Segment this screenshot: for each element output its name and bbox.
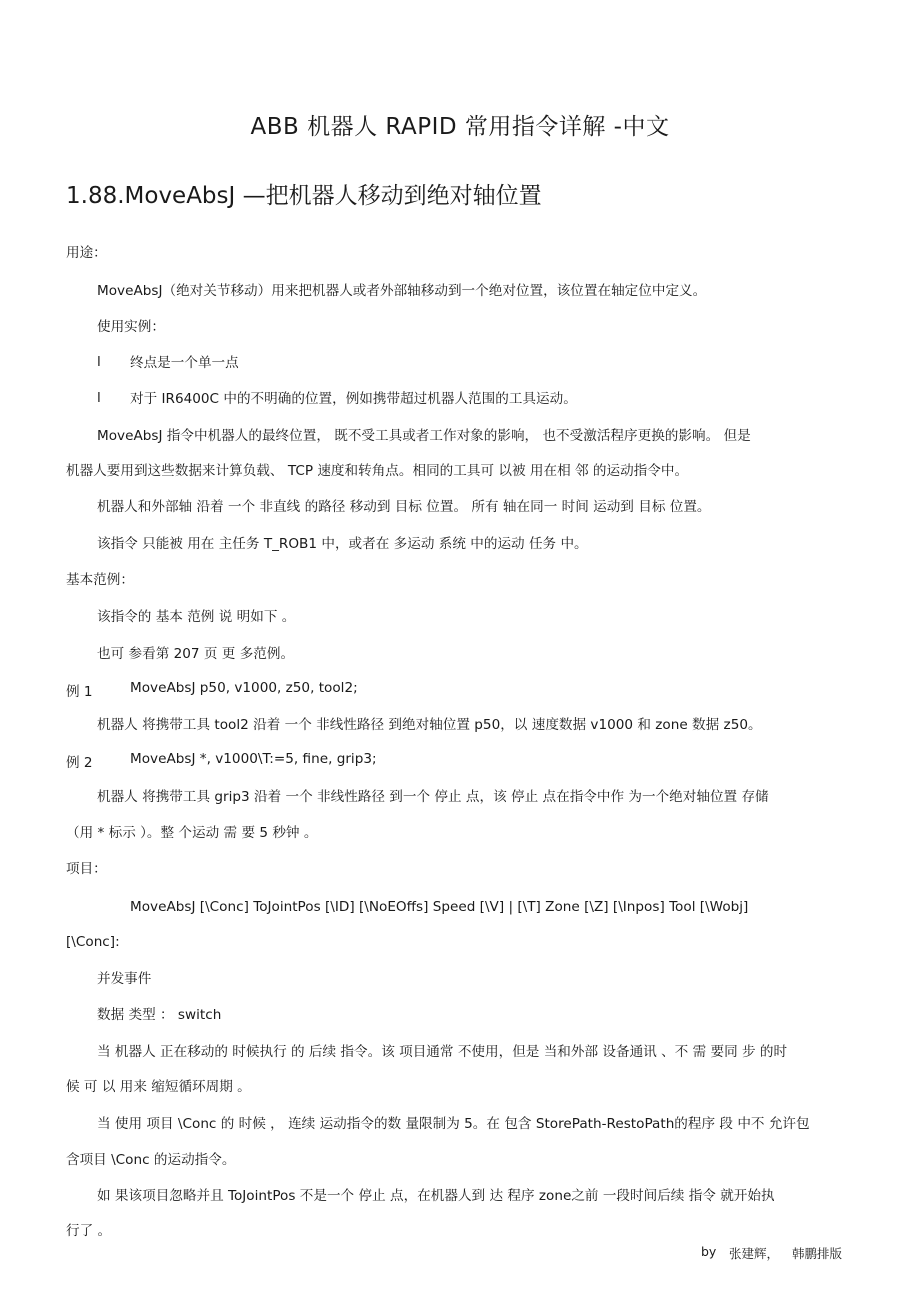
basic-examples-label: 基本范例： xyxy=(66,572,134,588)
example2-description-line1: 机器人 将携带工具 grip3 沿着 一个 非线性路径 到一个 停止 点，该 停止 点在指令中作 为一个绝对轴位置 存储 xyxy=(97,789,769,805)
bullet-marker: l xyxy=(97,354,101,370)
conc-paragraph2-line1: 当 使用 项目 \Conc 的 时候 ， 连续 运动指令的数 量限制为 5。在 包含 StorePath-RestoPath的程序 段 中不 允许包 xyxy=(97,1116,810,1132)
footer-by: by xyxy=(701,1244,717,1259)
example2-code: MoveAbsJ *, v1000\T:=5, fine, grip3; xyxy=(130,751,377,767)
example2-description-line2: （用 * 标示 ）。整 个运动 需 要 5 秒钟 。 xyxy=(66,825,318,841)
conc-paragraph3-line2: 行了 。 xyxy=(66,1223,112,1239)
conc-data-type: 数据 类型 ： switch xyxy=(97,1007,222,1023)
section-heading: 1.88.MoveAbsJ —把机器人移动到绝对轴位置 xyxy=(66,183,542,209)
conc-paragraph3-line1: 如 果该项目忽略并且 ToJointPos 不是一个 停止 点，在机器人到 达 程序 zone之前 一段时间后续 指令 就开始执 xyxy=(97,1188,775,1204)
paragraph-axes-motion: 机器人和外部轴 沿着 一个 非直线 的路径 移动到 目标 位置。 所有 轴在同一 时间 运动到 目标 位置。 xyxy=(97,499,711,515)
purpose-label: 用途： xyxy=(66,245,107,261)
conc-paragraph1-line2: 候 可 以 用来 缩短循环周期 。 xyxy=(66,1079,251,1095)
footer-author: 张建辉， xyxy=(729,1246,780,1261)
paragraph-final-position-line2: 机器人要用到这些数据来计算负载、 TCP 速度和转角点。相同的工具可 以被 用在相 邻 的运动指令中。 xyxy=(66,463,689,479)
example1-code: MoveAbsJ p50, v1000, z50, tool2; xyxy=(130,680,358,696)
example1-description: 机器人 将携带工具 tool2 沿着 一个 非线性路径 到绝对轴位置 p50，以 速度数据 v1000 和 zone 数据 z50。 xyxy=(97,717,762,733)
syntax-line: MoveAbsJ [\Conc] ToJointPos [\ID] [\NoEOffs] Speed [\V] | [\T] Zone [\Z] [\Inpos] Tool [\Wobj] xyxy=(130,899,749,915)
conc-paragraph2-line2: 含项目 \Conc 的运动指令。 xyxy=(66,1152,236,1168)
conc-paragraph1-line1: 当 机器人 正在移动的 时候执行 的 后续 指令。该 项目通常 不使用，但是 当和外部 设备通讯 、不 需 要同 步 的时 xyxy=(97,1044,788,1060)
items-label: 项目： xyxy=(66,861,107,877)
document-title: ABB 机器人 RAPID 常用指令详解 -中文 xyxy=(250,114,670,140)
usage-label: 使用实例： xyxy=(97,319,165,335)
conc-argument-label: [\Conc]: xyxy=(66,934,120,950)
basic-examples-reference: 也可 参看第 207 页 更 多范例。 xyxy=(97,646,295,662)
bullet-marker: l xyxy=(97,390,101,406)
example2-label: 例 2 xyxy=(66,755,93,771)
basic-examples-text: 该指令的 基本 范例 说 明如下 。 xyxy=(97,609,296,625)
conc-argument-name: 并发事件 xyxy=(97,971,152,987)
paragraph-final-position-line1: MoveAbsJ 指令中机器人的最终位置， 既不受工具或者工作对象的影响， 也不受激活程序更换的影响。 但是 xyxy=(97,428,751,444)
bullet-item: 对于 IR6400C 中的不明确的位置，例如携带超过机器人范围的工具运动。 xyxy=(130,391,577,407)
paragraph-task-usage: 该指令 只能被 用在 主任务 T_ROB1 中，或者在 多运动 系统 中的运动 任务 中。 xyxy=(97,536,588,552)
example1-label: 例 1 xyxy=(66,684,93,700)
footer-layout-credit: 韩鹏排版 xyxy=(792,1246,843,1261)
bullet-item: 终点是一个单一点 xyxy=(130,355,239,371)
purpose-text: MoveAbsJ（绝对关节移动）用来把机器人或者外部轴移动到一个绝对位置，该位置在轴定位中定义。 xyxy=(97,283,707,299)
